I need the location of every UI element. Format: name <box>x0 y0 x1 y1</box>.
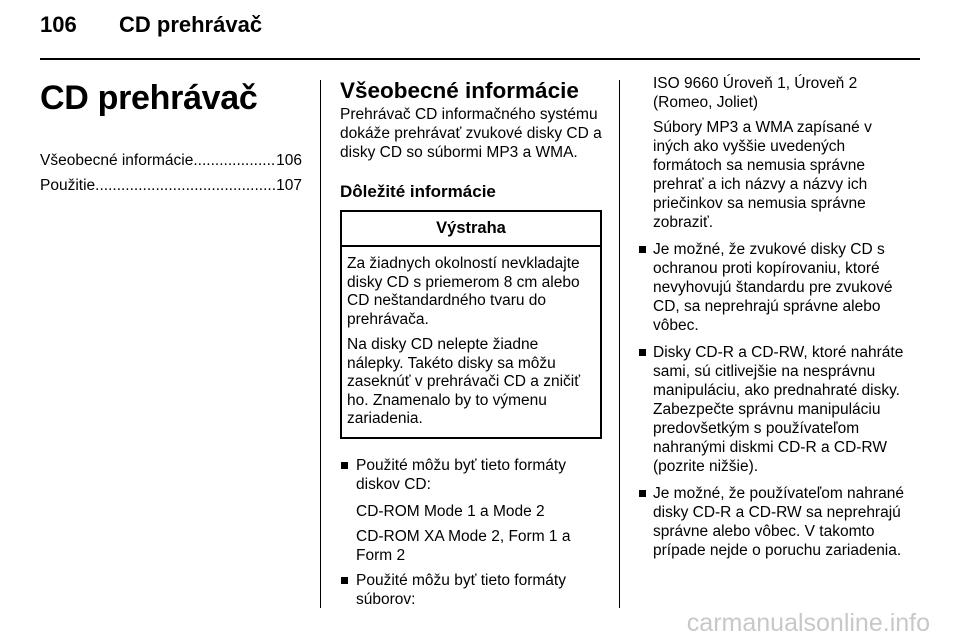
bullet-square-icon <box>639 490 646 497</box>
bullet-square-icon <box>639 246 646 253</box>
general-info-column <box>340 78 602 609</box>
chapter-column <box>40 78 302 198</box>
toc-label: Všeobecné informácie <box>40 152 194 169</box>
bullet-square-icon <box>341 462 348 469</box>
bullet-text: Použité môžu byť tieto formáty diskov CD: <box>356 456 566 493</box>
bullet-cdr-cdrw-handling <box>638 343 908 476</box>
important-info-heading: Dôležité informácie <box>340 182 496 201</box>
bullet-cdr-playback <box>638 484 908 560</box>
toc-leader <box>95 173 276 198</box>
warning-paragraph: Za žiadnych okolností nevkladajte disky CD s priemerom 8 cm alebo CD neštandardného tvaru do prehrávača. <box>347 255 580 328</box>
toc-page: 106 <box>276 152 302 169</box>
intro-paragraph: Prehrávač CD informačného systému dokáže prehrávať zvukové disky CD a disky CD so súbormi MP3 a WMA. <box>340 106 602 161</box>
cd-format-item: CD-ROM XA Mode 2, Form 1 a Form 2 <box>356 527 571 564</box>
toc-label: Použitie <box>40 177 96 194</box>
column-divider-1 <box>320 80 321 608</box>
column-divider-2 <box>619 80 620 608</box>
warning-body <box>342 247 600 437</box>
toc-leader <box>193 148 276 173</box>
page-number: 106 <box>40 12 77 37</box>
chapter-title: CD prehrávač <box>40 79 258 117</box>
warning-box <box>340 210 602 439</box>
bullet-file-formats <box>340 571 602 609</box>
toc-entry-usage[interactable] <box>40 173 302 198</box>
bullet-text: Je možné, že zvukové disky CD s ochranou proti kopírovaniu, ktoré nevyhovujú štandardu pre zvukové CD, sa neprehrajú správne alebo vôbec. <box>653 241 893 334</box>
running-title: CD prehrávač <box>119 12 263 37</box>
bullet-text: Disky CD-R a CD-RW, ktoré nahráte sami, sú citlivejšie na nesprávnu manipuláciu, ako prednahraté disky. Zabezpečte správnu manipuláciu predovšetkým s používateľom nahranými diskmi CD-R a CD-RW (pozrite nižšie). <box>653 344 904 475</box>
mp3-wma-note: Súbory MP3 a WMA zapísané v iných ako vyššie uvedených formátoch sa nemusia správne prehrať a ich názvy a názvy ich priečinkov sa nemusia správne zobraziť. <box>653 119 872 231</box>
toc-entry-general-info[interactable] <box>40 148 302 173</box>
bullet-square-icon <box>639 349 646 356</box>
watermark: carmanualsonline.info <box>686 609 930 637</box>
toc-page: 107 <box>276 177 302 194</box>
header-rule <box>40 58 920 60</box>
bullet-text: Použité môžu byť tieto formáty súborov: <box>356 571 566 608</box>
bullet-cd-formats <box>340 456 602 494</box>
iso-format-line: ISO 9660 Úroveň 1, Úroveň 2 (Romeo, Joliet) <box>653 75 858 111</box>
warning-paragraph: Na disky CD nelepte žiadne nálepky. Takéto disky sa môžu zaseknúť v prehrávači CD a zničiť ho. Znamenalo by to výmenu zariadenia. <box>347 336 581 427</box>
bullet-square-icon <box>341 577 348 584</box>
bullet-copy-protection <box>638 240 908 335</box>
bullet-text: Je možné, že používateľom nahrané disky CD-R a CD-RW sa neprehrajú správne alebo vôbec. V takomto prípade nejde o poruchu zariadenia. <box>653 485 904 559</box>
cd-format-item: CD-ROM Mode 1 a Mode 2 <box>356 502 545 520</box>
section-title: Všeobecné informácie <box>340 78 579 103</box>
warning-title: Výstraha <box>342 212 600 247</box>
details-column <box>638 74 908 560</box>
table-of-contents <box>40 148 302 198</box>
